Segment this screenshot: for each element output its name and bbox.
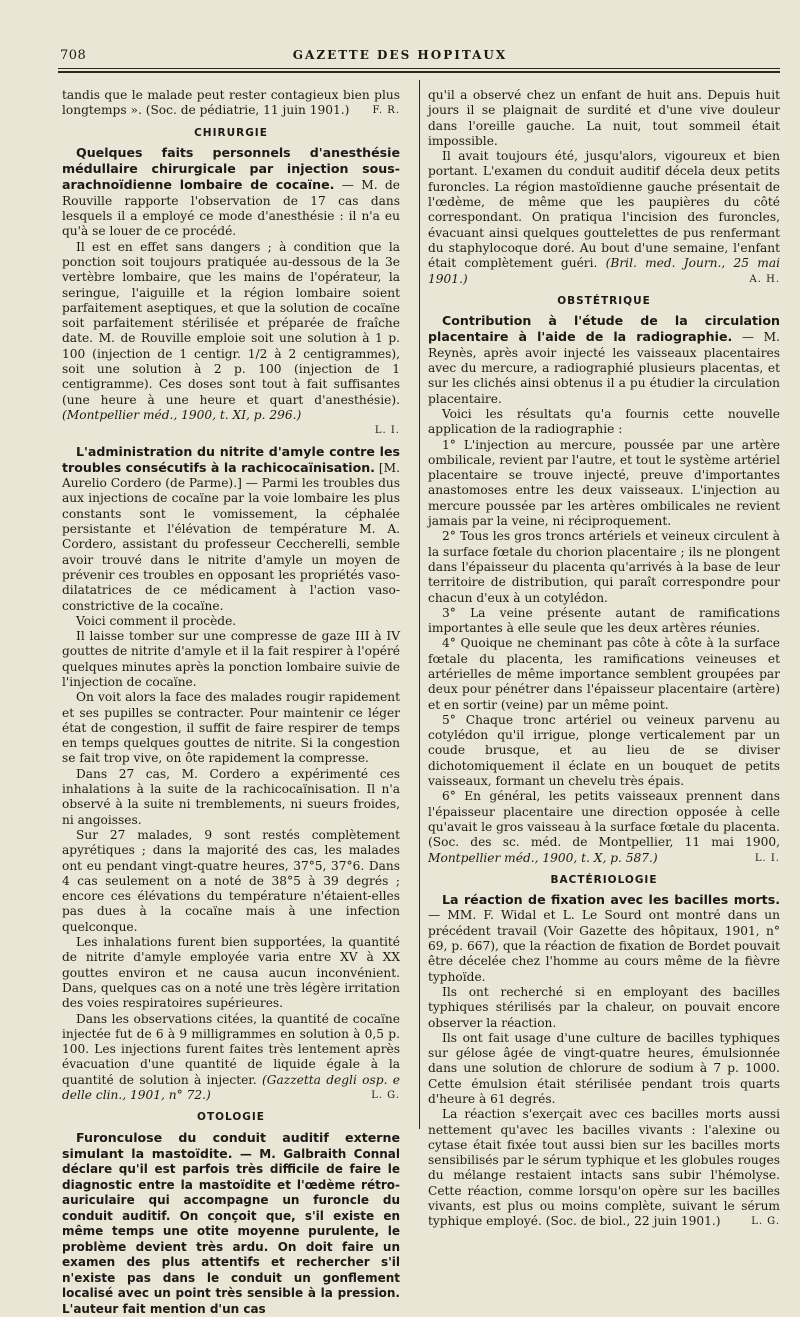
paragraph: Voici comment il procède. bbox=[76, 613, 237, 628]
article-title: Furonculose du conduit auditif externe simulant la mastoïdite. bbox=[62, 1129, 400, 1161]
paragraph: 4° Quoique ne cheminant pas côte à côte à la surface fœtale du placenta, les ramifications veineuses et artérielles de même importance semblent groupées par deux pour pénétrer dans l'épaisseur placentaire (artère) et en sortir (veine) par un même point. bbox=[428, 636, 780, 712]
citation: (Montpellier méd., 1900, t. XI, p. 296.) bbox=[62, 407, 302, 422]
article-furonculose bbox=[62, 1130, 400, 1317]
paragraph bbox=[62, 240, 400, 424]
paragraph: Les inhalations furent bien supportées, la quantité de nitrite d'amyle employée varia entre XV à XX gouttes environ et ne causa aucun inconvénient. Dans, quelques cas on a noté une très légère irritation des voies respiratoires supérieures. bbox=[62, 935, 400, 1011]
article-reaction-fixation bbox=[428, 892, 780, 985]
paragraph: qu'il a observé chez un enfant de huit ans. Depuis huit jours il se plaignait de surdité et d'une vive douleur dans l'oreille gauche. La nuit, tout sommeil était impossible. bbox=[428, 88, 780, 148]
signature: L. G. bbox=[371, 1090, 400, 1101]
paragraph: 3° La veine présente autant de ramifications importantes à elle seule que les deux artères réunies. bbox=[428, 605, 780, 636]
paragraph-text: Dans les observations citées, la quantité de cocaïne injectée fut de 6 à 9 milligrammes en solution à 0,5 p. 100. Les injections furent faites très lentement après évacuation d'une quantité de liquide égale à la quantité de solution à injecter. bbox=[62, 1011, 400, 1087]
signature: L. I. bbox=[754, 852, 780, 864]
article-lead: — M. de Rouville rapporte l'observation de 17 cas dans lesquels il a employé ce mode d'anesthésie : il n'a eu qu'à se louer de ce procédé. bbox=[62, 178, 400, 239]
paragraph: Sur 27 malades, 9 sont restés complètement apyrétiques ; dans la majorité des cas, les malades ont eu pendant vingt-quatre heures, 37°5, 37°6. Dans 4 cas seulement on a noté de 38°5 à 39 degrés ; encore ces élévations du température n'étaient-elles pas dues à la cocaïne mais à une infection quelconque. bbox=[62, 827, 400, 934]
article-lead: — M. Reynès, après avoir injecté les vaisseaux placentaires avec du mercure, a radiographié plusieurs placentas, et sur les clichés ainsi obtenus il a pu étudier la circulation placentaire. bbox=[428, 330, 780, 406]
article-title: Quelques faits personnels d'anesthésie médullaire chirurgicale par injection sous-arachnoïdienne lombaire de cocaïne. bbox=[62, 144, 400, 193]
paragraph: 2° Tous les gros troncs artériels et veineux circulent à la surface fœtale du chorion placentaire ; ils ne plongent dans l'épaisseur du placenta qu'arrivés à la base de leur territoire de distribution, qui paraît correspondre pour chacun d'eux à un cotylédon. bbox=[428, 529, 781, 605]
header-rule-thick bbox=[58, 71, 780, 73]
running-head: GAZETTE DES HOPITAUX bbox=[292, 48, 508, 62]
column-divider bbox=[419, 80, 420, 1129]
header-rule bbox=[58, 68, 780, 69]
section-heading-obstetrique: OBSTÉTRIQUE bbox=[557, 294, 651, 307]
section-heading-chirurgie: CHIRURGIE bbox=[194, 126, 268, 139]
article-title: L'administration du nitrite d'amyle contre les troubles consécutifs à la rachicocaïnisation. bbox=[62, 443, 400, 475]
article-lead: — MM. F. Widal et L. Le Sourd ont montré dans un précédent travail (Voir Gazette des hôpitaux, 1901, n° 69, p. 667), que la réaction de fixation de Bordet pouvait être décelée chez l'homme au cours même de la fièvre typhoïde. bbox=[428, 908, 780, 984]
signature: L. I. bbox=[374, 425, 400, 437]
paragraph: Voici les résultats qu'a fournis cette nouvelle application de la radiographie : bbox=[428, 406, 780, 437]
paragraph: Ils ont fait usage d'une culture de bacilles typhiques sur gélose âgée de vingt-quatre heures, émulsionnée dans une solution de chlorure de sodium à 7 p. 1000. Cette émulsion était stérilisée pendant trois quarts d'heure à 61 degrés. bbox=[428, 1030, 780, 1106]
article-title: Contribution à l'étude de la circulation placentaire à l'aide de la radiographie. bbox=[428, 313, 780, 345]
paragraph-text: La réaction s'exerçait avec ces bacilles morts aussi nettement qu'avec les bacilles vivants : l'alexine ou cytase était fixée tout aussi bien sur les bacilles morts sensibilisés par le sérum typhique et les globules rouges du mélange restaient intacts sans subir l'hémolyse. Cette réaction, comme lorsqu'on opère sur les bacilles vivants, est plus ou moins complète, suivant le sérum typhique employé. (Soc. de biol., 22 juin 1901.) bbox=[428, 1107, 780, 1229]
article-circulation-placentaire bbox=[428, 313, 780, 407]
paragraph-text: Il avait toujours été, jusqu'alors, vigoureux et bien portant. L'examen du conduit auditif décela deux petits furoncles. La région mastoïdienne gauche présentait de l'œdème, de même que les paupières du côté correspondant. On pratiqua l'incision des furoncles, évacuant ainsi quelques gouttelettes de pus renfermant du staphylocoque doré. Au bout d'une semaine, l'enfant était complètement guéri. bbox=[428, 149, 780, 271]
continued-paragraph bbox=[62, 88, 400, 119]
paragraph: Ils ont recherché si en employant des bacilles typhiques stérilisés par la chaleur, on pouvait encore observer la réaction. bbox=[428, 984, 780, 1030]
continued-text: tandis que le malade peut rester contagieux bien plus longtemps ». (Soc. de pédiatrie, 11 juin 1901.) bbox=[62, 88, 400, 118]
citation: (Bril. med. Journ., 25 mai 1901.) bbox=[428, 256, 781, 286]
citation: (Gazzetta degli osp. e delle clin., 1901, n° 72.) bbox=[62, 1072, 400, 1102]
article-nitrite bbox=[62, 444, 400, 614]
paragraph-text: 6° En général, les petits vaisseaux prennent dans l'épaisseur placentaire une direction opposée à celle qu'avait le gros vaisseau à la surface fœtale du placenta. (Soc. des sc. méd. de Montpellier, 11 mai 1900, bbox=[428, 789, 780, 850]
article-lead: — M. Galbraith Connal déclare qu'il est parfois très difficile de faire le diagnostic entre la mastoïdite et l'œdème rétro-auriculaire qui accompagne un furoncle du conduit auditif. On conçoit que, s'il existe en même temps une otite moyenne purulente, le problème devient très ardu. On doit faire un examen des plus attentifs et rechercher s'il n'existe pas dans le conduit un gonflement localisé avec un point très sensible à la pression. L'auteur fait mention d'un cas bbox=[62, 1146, 400, 1316]
page-number: 708 bbox=[60, 48, 87, 63]
paragraph bbox=[62, 1012, 400, 1104]
paragraph: Il laisse tomber sur une compresse de gaze III à IV gouttes de nitrite d'amyle et il la fait respirer à l'opéré quelques minutes après la ponction lombaire suivie de l'injection de cocaïne. bbox=[62, 629, 400, 689]
signature: A. H. bbox=[749, 273, 780, 285]
section-heading-otologie: OTOLOGIE bbox=[197, 1111, 265, 1124]
paragraph bbox=[428, 149, 780, 287]
paragraph: 5° Chaque tronc artériel ou veineux parvenu au cotylédon qu'il irrigue, plonge verticalement par un coude brusque, et au lieu de se diviser dichotomiquement il éclate en un bouquet de petits vaisseaux, formant un chevelu très épais. bbox=[428, 712, 780, 789]
paragraph bbox=[428, 1107, 780, 1229]
article-title: La réaction de fixation avec les bacilles morts. bbox=[442, 892, 780, 908]
paragraph-text: Il est en effet sans dangers ; à condition que la ponction soit toujours pratiquée au-dessous de la 3e vertèbre lombaire, que les mains de l'opérateur, la seringue, l'aiguille et la région lombaire soient parfaitement aseptiques, et que la solution de cocaïne soit parfaitement stérilisée et préparée de fraîche date. M. de Rouville emploie soit une solution à 1 p. 100 (injection de 1 centigr. 1/2 à 2 centigrammes), soit une solution à 2 p. 100 (injection de 1 centigramme). Ces doses sont tout à fait suffisantes (une heure à une heure et quart d'anesthésie). bbox=[62, 239, 400, 407]
article-lead: [M. Aurelio Cordero (de Parme).] — Parmi les troubles dus aux injections de cocaïne par la voie lombaire les plus constants sont le vomissement, la céphalée persistante et l'élévation de température M. A. Cordero, assistant du professeur Ceccherelli, semble avoir trouvé dans le nitrite d'amyle un moyen de prévenir ces troubles en opposant les propriétés vaso-dilatatrices de ce médicament à l'action vaso-constrictive de la cocaïne. bbox=[62, 460, 400, 613]
paragraph: Dans 27 cas, M. Cordero a expérimenté ces inhalations à la suite de la rachicocaïnisation. Il n'a observé à la suite ni tremblements, ni sueurs froides, ni angoisses. bbox=[62, 766, 400, 827]
paragraph bbox=[428, 789, 780, 865]
right-column bbox=[428, 88, 780, 1230]
article-anesthesie bbox=[62, 145, 400, 240]
signature: L. G. bbox=[751, 1216, 780, 1228]
paragraph: 1° L'injection au mercure, poussée par une artère ombilicale, revient par l'autre, et tout le système artériel placentaire se trouve injecté, preuve d'importantes anastomoses entre les deux vaisseaux. L'injection au mercure poussée par les artères ombilicales ne revient jamais par la veine, ni réciproquement. bbox=[428, 437, 780, 529]
citation: Montpellier méd., 1900, t. X, p. 587.) bbox=[428, 850, 658, 865]
signature-line bbox=[62, 423, 400, 438]
section-heading-bacteriologie: BACTÉRIOLOGIE bbox=[550, 873, 658, 886]
signature: F. R. bbox=[372, 105, 400, 117]
paragraph: On voit alors la face des malades rougir rapidement et ses pupilles se contracter. Pour maintenir ce léger état de congestion, il suffit de faire respirer de temps en temps quelques gouttes de nitrite. Si la congestion se fait trop vive, on ôte rapidement la compresse. bbox=[62, 690, 400, 766]
left-column bbox=[62, 88, 400, 1317]
